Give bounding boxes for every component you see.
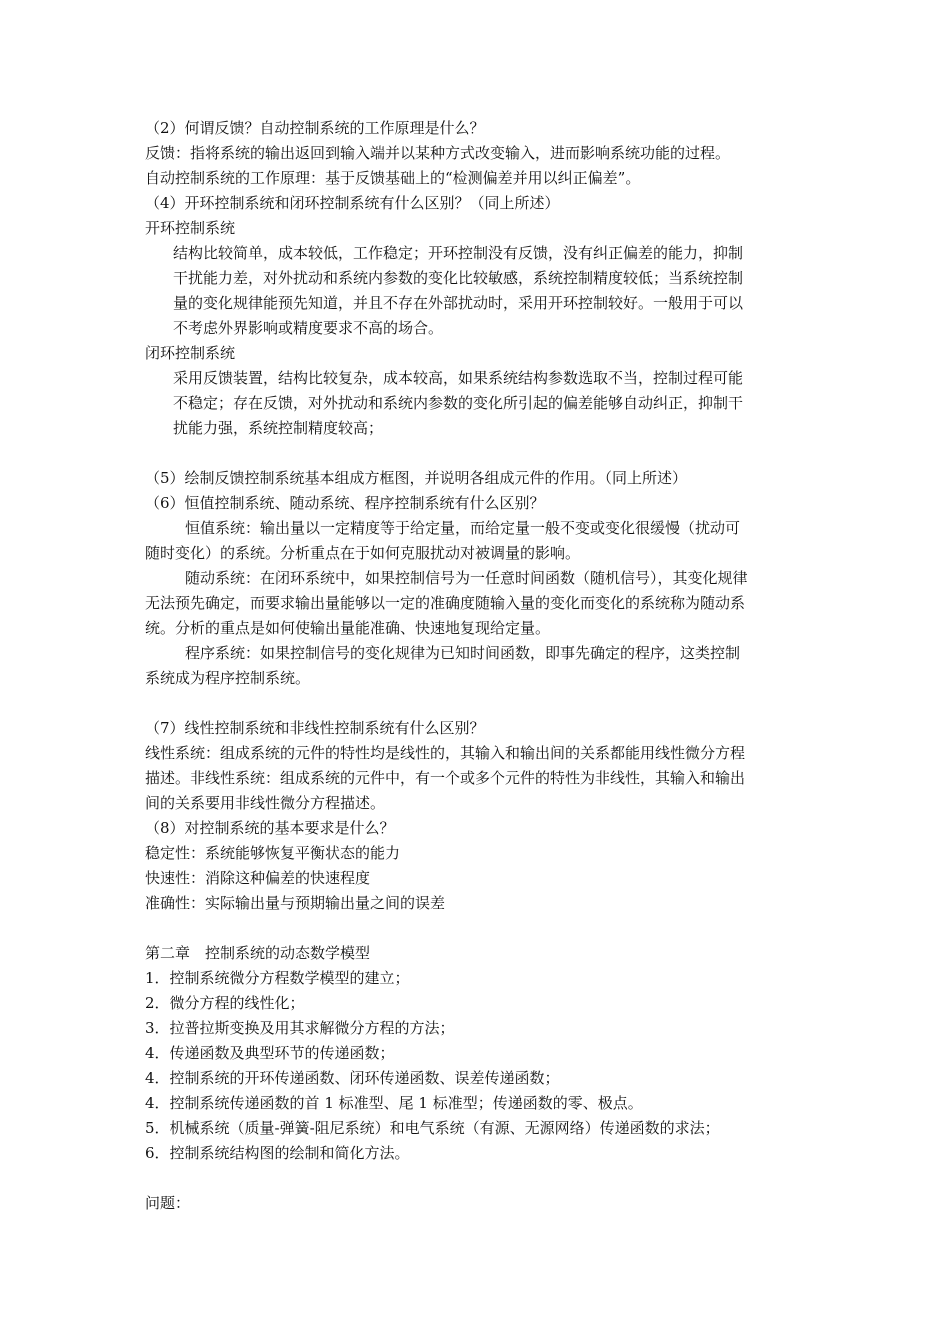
servo-system-text-line: 无法预先确定，而要求输出量能够以一定的准确度随输入量的变化而变化的系统称为随动系: [145, 594, 746, 612]
constant-system-text-line: 随时变化）的系统。分析重点在于如何克服扰动对被调量的影响。: [145, 544, 581, 562]
chapter-2-title: 第二章 控制系统的动态数学模型: [145, 944, 371, 962]
question-4-heading: （4）开环控制系统和闭环控制系统有什么区别？（同上所述）: [145, 194, 560, 212]
closed-loop-text-line: 不稳定；存在反馈，对外扰动和系统内参数的变化所引起的偏差能够自动纠正，抑制干: [173, 394, 744, 412]
open-loop-text-line: 干扰能力差，对外扰动和系统内参数的变化比较敏感，系统控制精度较低；当系统控制: [173, 269, 744, 287]
open-loop-text-line: 结构比较简单，成本较低，工作稳定；开环控制没有反馈，没有纠正偏差的能力，抑制: [173, 244, 744, 262]
chapter-2-item: 2．微分方程的线性化；: [145, 994, 305, 1012]
feedback-definition: 反馈：指将系统的输出返回到输入端并以某种方式改变输入，进而影响系统功能的过程。: [145, 144, 731, 162]
questions-heading: 问题：: [145, 1194, 191, 1212]
closed-loop-text-line: 采用反馈装置，结构比较复杂，成本较高，如果系统结构参数选取不当，控制过程可能: [173, 369, 744, 387]
program-system-text-line: 系统成为程序控制系统。: [145, 669, 311, 687]
open-loop-text-line: 量的变化规律能预先知道，并且不存在外部扰动时，采用开环控制较好。一般用于可以: [173, 294, 744, 312]
servo-system-text-line: 随动系统：在闭环系统中，如果控制信号为一任意时间函数（随机信号），其变化规律: [185, 569, 748, 587]
servo-system-text-line: 统。分析的重点是如何使输出量能准确、快速地复现给定量。: [145, 619, 551, 637]
blank-line: [145, 441, 817, 466]
document-page: [145, 116, 817, 1216]
constant-system-text-line: 恒值系统：输出量以一定精度等于给定量，而给定量一般不变或变化很缓慢（扰动可: [185, 519, 741, 537]
chapter-2-item: 4．控制系统的开环传递函数、闭环传递函数、误差传递函数；: [145, 1069, 560, 1087]
open-loop-text-line: 不考虑外界影响或精度要求不高的场合。: [173, 319, 444, 337]
chapter-2-item: 3．拉普拉斯变换及用其求解微分方程的方法；: [145, 1019, 455, 1037]
linear-system-text-line: 描述。非线性系统：组成系统的元件中，有一个或多个元件的特性为非线性，其输入和输出: [145, 769, 746, 787]
chapter-2-item: 4．传递函数及典型环节的传递函数；: [145, 1044, 395, 1062]
open-loop-heading: 开环控制系统: [145, 219, 236, 237]
question-2-heading: （2）何谓反馈？自动控制系统的工作原理是什么？: [145, 119, 485, 137]
chapter-2-item: 5．机械系统（质量-弹簧-阻尼系统）和电气系统（有源、无源网络）传递函数的求法；: [145, 1119, 720, 1137]
question-5-heading: （5）绘制反馈控制系统基本组成方框图，并说明各组成元件的作用。（同上所述）: [145, 469, 688, 487]
chapter-2-item: 6．控制系统结构图的绘制和简化方法。: [145, 1144, 410, 1162]
question-6-heading: （6）恒值控制系统、随动系统、程序控制系统有什么区别？: [145, 494, 545, 512]
chapter-2-item: 4．控制系统传递函数的首 1 标准型、尾 1 标准型；传递函数的零、极点。: [145, 1094, 643, 1112]
linear-system-text-line: 间的关系要用非线性微分方程描述。: [145, 794, 386, 812]
requirement-speed: 快速性：消除这种偏差的快速程度: [145, 869, 371, 887]
question-8-heading: （8）对控制系统的基本要求是什么？: [145, 819, 395, 837]
closed-loop-heading: 闭环控制系统: [145, 344, 236, 362]
requirement-stability: 稳定性：系统能够恢复平衡状态的能力: [145, 844, 401, 862]
question-7-heading: （7）线性控制系统和非线性控制系统有什么区别？: [145, 719, 485, 737]
blank-line: [145, 1166, 817, 1191]
program-system-text-line: 程序系统：如果控制信号的变化规律为已知时间函数，即事先确定的程序，这类控制: [185, 644, 741, 662]
closed-loop-text-line: 扰能力强，系统控制精度较高；: [173, 419, 384, 437]
working-principle: 自动控制系统的工作原理：基于反馈基础上的“检测偏差并用以纠正偏差”。: [145, 169, 641, 187]
blank-line: [145, 691, 817, 716]
requirement-accuracy: 准确性：实际输出量与预期输出量之间的误差: [145, 894, 446, 912]
blank-line: [145, 916, 817, 941]
linear-system-text-line: 线性系统：组成系统的元件的特性均是线性的，其输入和输出间的关系都能用线性微分方程: [145, 744, 746, 762]
chapter-2-item: 1．控制系统微分方程数学模型的建立；: [145, 969, 410, 987]
